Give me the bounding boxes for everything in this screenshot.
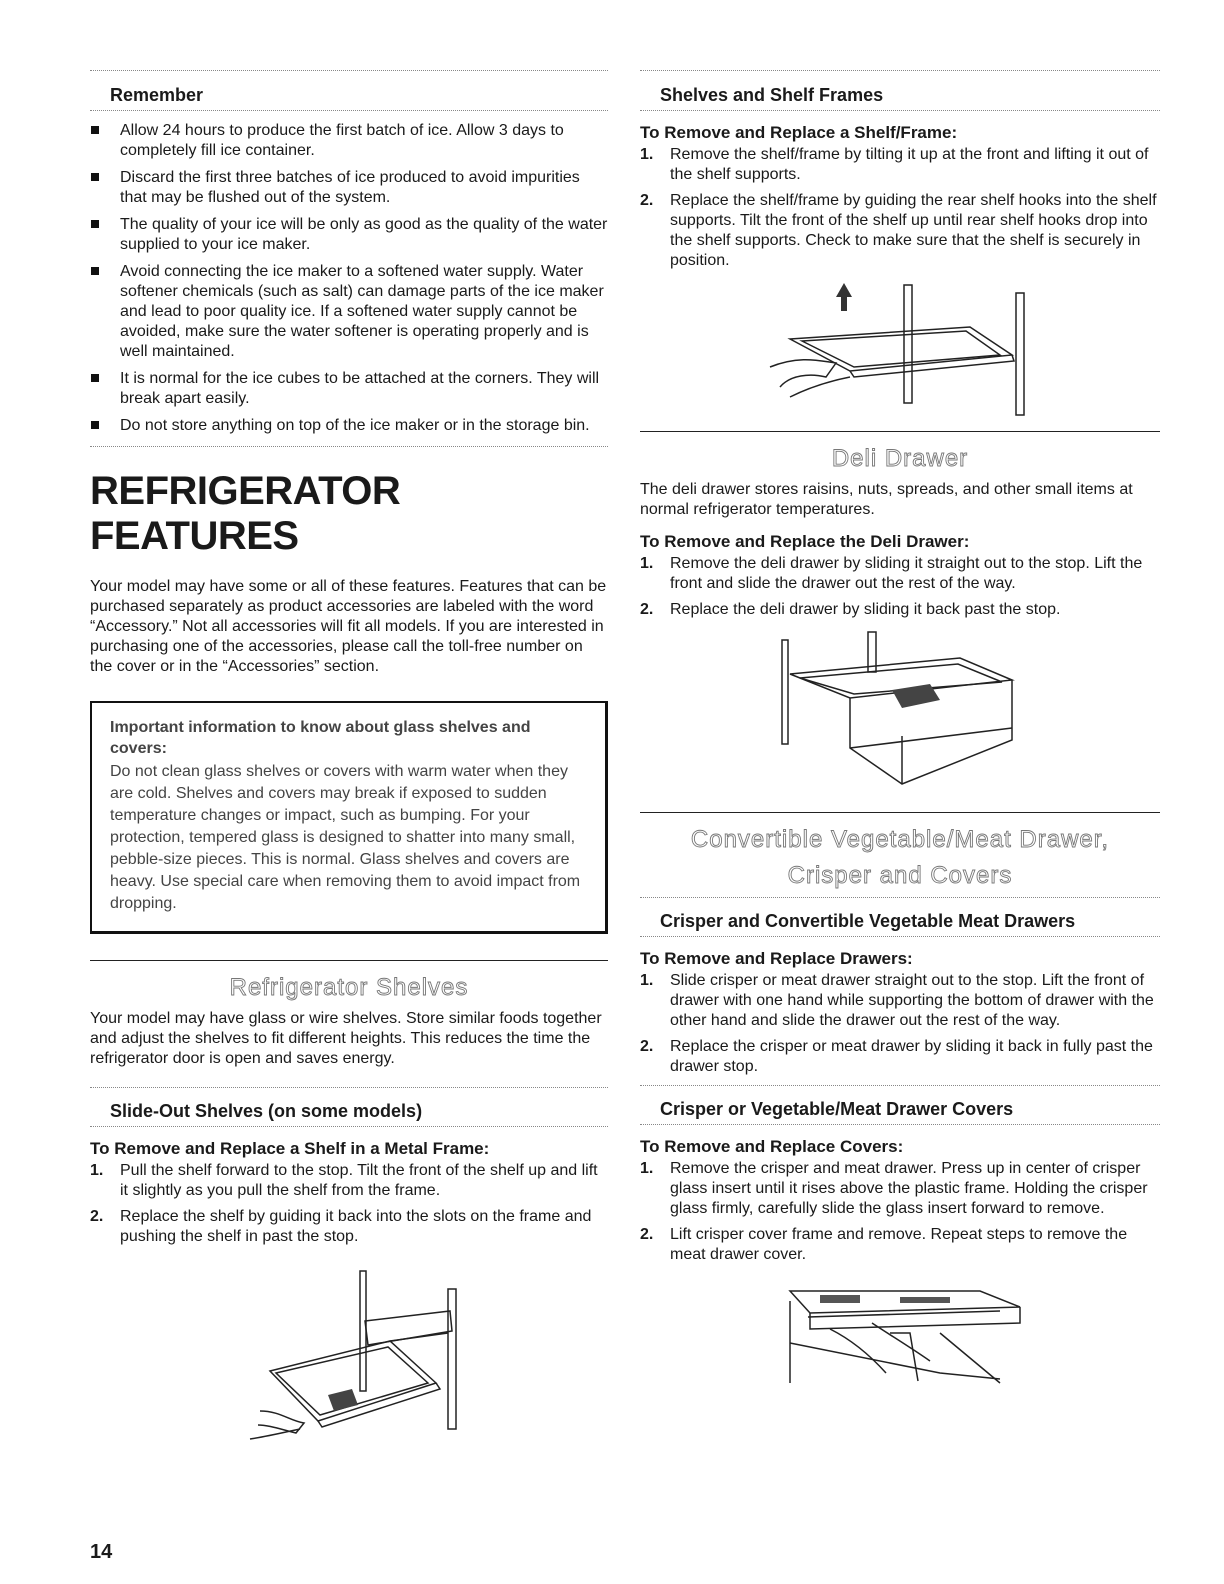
list-item: 1. Remove the crisper and meat drawer. Press up in center of crisper glass insert until it rises above the plastic frame. Holding the crisper glass firmly, carefully slide the glass insert forward to remove. [640,1160,1148,1217]
list-item: Allow 24 hours to produce the first batch of ice. Allow 3 days to completely fill ice container. [90,121,608,161]
list-item: 2. Replace the crisper or meat drawer by sliding it back in fully past the drawer stop. [640,1038,1153,1075]
list-item: The quality of your ice will be only as good as the quality of the water supplied to your ice maker. [90,215,608,255]
list-item: Avoid connecting the ice maker to a softened water supply. Water softener chemicals (such as salt) can damage parts of the ice maker and lead to poor quality ice. If a softened water supply cannot be avoided, make sure the water softener is operating properly and is well maintained. [90,262,608,362]
page-title: REFRIGERATOR FEATURES [90,469,401,558]
list-item: 2. Lift crisper cover frame and remove. Repeat steps to remove the meat drawer cover. [640,1226,1128,1263]
list-item: 2. Replace the deli drawer by sliding it back past the stop. [640,601,1061,618]
list-item: 2. Replace the shelf/frame by guiding the rear shelf hooks into the shelf supports. Tilt the front of the shelf up until rear shelf hooks drop into the shelf supports. Check to make sure that the shelf is securely in position. [640,192,1157,269]
list-item: 1. Remove the deli drawer by sliding it straight out to the stop. Lift the front and slide the drawer out the rest of the way. [640,555,1143,592]
slide-out-shelf-illustration [90,1261,608,1441]
glass-warning-body: Do not clean glass shelves or covers with warm water when they are cold. Shelves and covers may break if exposed to sudden temperature changes or impact, such as bumping. For your protection, tempered glass is designed to shatter into many small, pebble-size pieces. This is normal. Glass shelves and covers are heavy. Use special care when removing them to avoid impact from dropping. [110,763,581,912]
slide-out-shelves-heading: Slide-Out Shelves (on some models) [90,1087,608,1127]
list-item: 1. Pull the shelf forward to the stop. Tilt the front of the shelf up and lift it slightly as you pull the shelf from the frame. [90,1162,598,1199]
drawers-steps [640,971,1160,1077]
covers-heading: Crisper or Vegetable/Meat Drawer Covers [640,1085,1160,1125]
drawers-heading: Crisper and Convertible Vegetable Meat Drawers [640,897,1160,937]
shelf-howto-title: To Remove and Replace a Shelf in a Metal Frame: [90,1139,490,1158]
right-column [640,70,1160,1391]
remember-list [90,121,608,436]
crisper-cover-illustration [640,1273,1160,1391]
shelves-section-title: Refrigerator Shelves [229,974,469,1001]
glass-warning-box [90,701,608,934]
list-item: 1. Remove the shelf/frame by tilting it up at the front and lifting it out of the shelf supports. [640,146,1149,183]
shelves-intro: Your model may have glass or wire shelves. Store similar foods together and adjust the shelves to fit different heights. This reduces the time the refrigerator door is open and saves energy. [90,1010,602,1067]
convertible-section-title-line2: Crisper and Covers [787,862,1013,889]
list-item: Do not store anything on top of the ice maker or in the storage bin. [90,416,608,436]
deli-intro: The deli drawer stores raisins, nuts, spreads, and other small items at normal refrigerator temperatures. [640,481,1133,518]
page-number: 14 [90,1541,113,1563]
divider [640,812,1160,813]
convertible-section-title-line1: Convertible Vegetable/Meat Drawer, [690,826,1110,853]
covers-steps [640,1159,1160,1265]
left-column [90,70,608,1441]
glass-warning-title: Important information to know about glass shelves and covers: [110,719,531,757]
covers-howto-title: To Remove and Replace Covers: [640,1137,904,1156]
list-item: It is normal for the ice cubes to be attached at the corners. They will break apart easily. [90,369,608,409]
features-intro: Your model may have some or all of these features. Features that can be purchased separately as product accessories are labeled with the word “Accessory.” Not all accessories will fit all models. If you are interested in purchasing one of the accessories, please call the toll-free number on the cover or in the “Accessories” section. [90,578,607,675]
shelf-frame-steps [640,145,1160,271]
shelf-frames-heading: Shelves and Shelf Frames [640,70,1160,111]
shelf-frame-howto-title: To Remove and Replace a Shelf/Frame: [640,123,958,142]
shelf-steps [90,1161,608,1247]
list-item: 2. Replace the shelf by guiding it back into the slots on the frame and pushing the shelf in past the stop. [90,1208,592,1245]
deli-howto-title: To Remove and Replace the Deli Drawer: [640,532,970,551]
remember-heading: Remember [90,70,608,111]
list-item: Discard the first three batches of ice produced to avoid impurities that may be flushed out of the system. [90,168,608,208]
shelf-frame-illustration [640,277,1160,417]
deli-section-title: Deli Drawer [831,445,969,472]
list-item: 1. Slide crisper or meat drawer straight out to the stop. Lift the front of drawer with one hand while supporting the bottom of drawer with the other hand and slide the drawer out the rest of the way. [640,972,1154,1029]
deli-drawer-illustration [640,628,1160,798]
deli-steps [640,554,1160,620]
drawers-howto-title: To Remove and Replace Drawers: [640,949,913,968]
divider [640,431,1160,432]
divider [90,960,608,961]
divider [90,446,608,447]
